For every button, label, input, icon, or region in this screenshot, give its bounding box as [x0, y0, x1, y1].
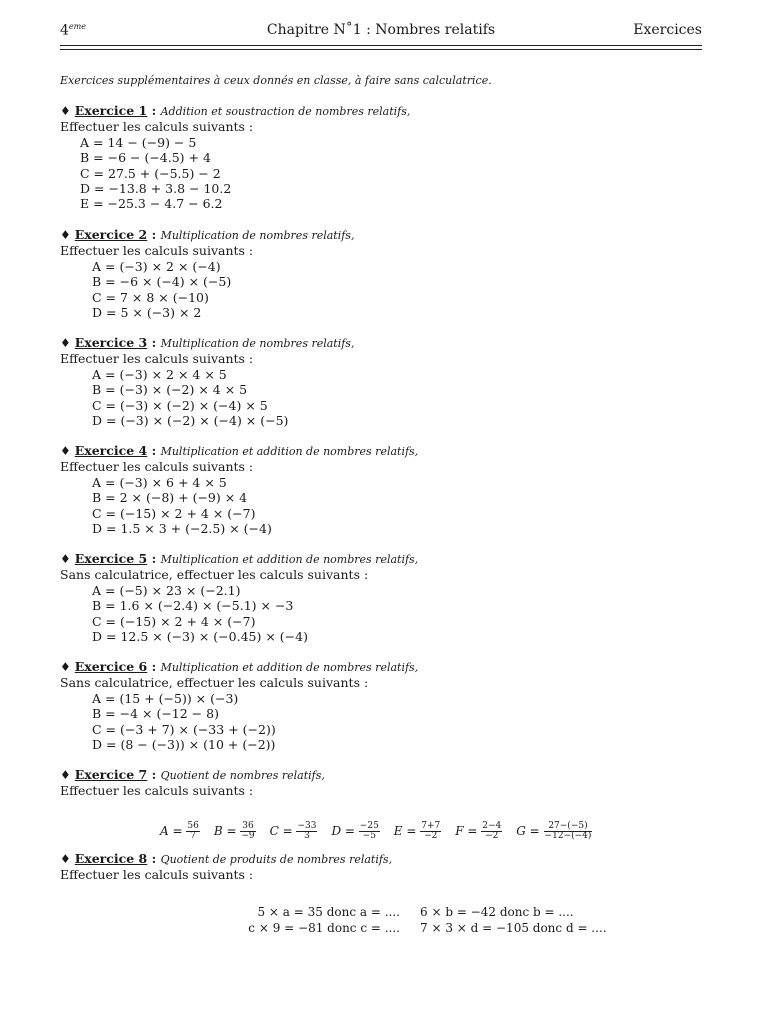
calculation: B = (−3) × (−2) × 4 × 5	[92, 382, 248, 398]
calculation: D = 5 × (−3) × 2	[92, 305, 202, 321]
calculation: A = (15 + (−5)) × (−3)	[92, 690, 239, 706]
exercise-heading: ♦ Exercice 4 : Multiplication et addition de nombres relatifs,	[60, 443, 419, 458]
header-level: 4eme	[60, 22, 86, 39]
exercise-instruction: Effectuer les calculs suivants :	[60, 243, 254, 259]
exercise-8	[60, 851, 702, 883]
exercise-instruction: Effectuer les calculs suivants :	[60, 867, 254, 883]
exercise-number: Exercice 4	[74, 443, 148, 458]
numerator: 2−4	[482, 821, 502, 831]
diamond-icon: ♦	[60, 444, 71, 458]
exercise-4	[60, 443, 702, 536]
page-header	[60, 22, 702, 42]
calculation: B = −6 − (−4.5) + 4	[80, 150, 211, 166]
exercise-description: Quotient de produits de nombres relatifs,	[160, 853, 393, 866]
exercise-heading: ♦ Exercice 8 : Quotient de produits de nombres relatifs,	[60, 851, 393, 866]
denominator: −2	[424, 831, 438, 841]
equation: 7 × 3 × d = −105 donc d = ....	[420, 921, 607, 935]
exercise-description: Multiplication de nombres relatifs,	[160, 229, 355, 242]
equation-row	[220, 920, 620, 936]
denominator: −9	[241, 831, 255, 841]
denominator: −5	[362, 831, 376, 841]
calculation: B = −6 × (−4) × (−5)	[92, 274, 232, 290]
header-rule	[60, 45, 702, 46]
exercise-1	[60, 103, 702, 212]
denominator: 7	[190, 831, 196, 841]
diamond-icon: ♦	[60, 852, 71, 866]
calculation: C = (−15) × 2 + 4 × (−7)	[92, 505, 256, 521]
exercise-number: Exercice 8	[74, 851, 148, 866]
calculation: B = 2 × (−8) + (−9) × 4	[92, 490, 248, 506]
equation: c × 9 = −81 donc c = ....	[248, 921, 400, 935]
equation: 5 × a = 35 donc a = ....	[257, 905, 400, 919]
denominator: 3	[304, 831, 310, 841]
exercise-number: Exercice 2	[74, 227, 148, 242]
denominator: −12−(−4)	[544, 831, 592, 841]
header-rule-thin	[60, 49, 702, 50]
diamond-icon: ♦	[60, 336, 71, 350]
exercise-2	[60, 227, 702, 320]
exercise-number: Exercice 6	[74, 659, 148, 674]
fraction-g: G = $\frac{27-(-5)}{-12-(-4)}$	[516, 821, 592, 841]
exercise-heading: ♦ Exercice 1 : Addition et soustraction de nombres relatifs,	[60, 103, 411, 118]
calculation: A = (−3) × 6 + 4 × 5	[92, 474, 227, 490]
numerator: 36	[242, 821, 254, 831]
exercise-number: Exercice 3	[74, 335, 148, 350]
exercise-instruction: Sans calculatrice, effectuer les calculs suivants :	[60, 567, 369, 583]
exercise-number: Exercice 5	[74, 551, 148, 566]
fraction-b: B = $\frac{36}{-9}$	[213, 821, 255, 841]
calculation: D = 12.5 × (−3) × (−0.45) × (−4)	[92, 629, 308, 645]
exercise-description: Addition et soustraction de nombres relatifs,	[160, 105, 411, 118]
exercise-heading: ♦ Exercice 5 : Multiplication et addition de nombres relatifs,	[60, 551, 419, 566]
fraction-d: D = $\frac{-25}{-5}$	[331, 821, 379, 841]
numerator: −33	[297, 821, 317, 831]
exercise-instruction: Effectuer les calculs suivants :	[60, 119, 254, 135]
diamond-icon: ♦	[60, 228, 71, 242]
exercise-instruction: Sans calculatrice, effectuer les calculs suivants :	[60, 675, 369, 691]
calculation: C = 7 × 8 × (−10)	[92, 289, 209, 305]
numerator: −25	[359, 821, 379, 831]
exercise-description: Multiplication et addition de nombres relatifs,	[160, 445, 419, 458]
diamond-icon: ♦	[60, 552, 71, 566]
calculation: C = (−3 + 7) × (−33 + (−2))	[92, 721, 276, 737]
exercise-description: Multiplication et addition de nombres relatifs,	[160, 661, 419, 674]
header-section: Exercices	[633, 22, 702, 38]
exercise-number: Exercice 1	[74, 103, 148, 118]
exercise-heading: ♦ Exercice 7 : Quotient de nombres relatifs,	[60, 767, 325, 782]
diamond-icon: ♦	[60, 660, 71, 674]
calculation: D = (−3) × (−2) × (−4) × (−5)	[92, 413, 289, 429]
exercise-instruction: Effectuer les calculs suivants :	[60, 459, 254, 475]
calculation: C = 27.5 + (−5.5) − 2	[80, 165, 221, 181]
fraction-f: F = $\frac{2-4}{-2}$	[455, 821, 502, 841]
calculation: A = (−3) × 2 × 4 × 5	[92, 366, 227, 382]
intro-text: Exercices supplémentaires à ceux donnés en classe, à faire sans calculatrice.	[60, 74, 492, 87]
equation: 6 × b = −42 donc b = ....	[420, 905, 574, 919]
exercise-instruction: Effectuer les calculs suivants :	[60, 351, 254, 367]
calculation: A = (−5) × 23 × (−2.1)	[92, 582, 241, 598]
exercise-heading: ♦ Exercice 2 : Multiplication de nombres relatifs,	[60, 227, 355, 242]
exercise-heading: ♦ Exercice 3 : Multiplication de nombres relatifs,	[60, 335, 355, 350]
numerator: 7+7	[421, 821, 441, 831]
equation-row	[220, 904, 620, 920]
calculation: D = −13.8 + 3.8 − 10.2	[80, 181, 232, 197]
calculation: A = 14 − (−9) − 5	[80, 134, 197, 150]
calculation: D = (8 − (−3)) × (10 + (−2))	[92, 737, 276, 753]
calculation: B = 1.6 × (−2.4) × (−5.1) × −3	[92, 598, 294, 614]
exercise-instruction: Effectuer les calculs suivants :	[60, 783, 254, 799]
diamond-icon: ♦	[60, 104, 71, 118]
header-chapter-title: Chapitre N˚1 : Nombres relatifs	[266, 22, 496, 38]
exercise-description: Multiplication et addition de nombres relatifs,	[160, 553, 419, 566]
exercise-3	[60, 335, 702, 428]
equation-list	[220, 904, 620, 936]
exercise-6	[60, 659, 702, 752]
exercise-description: Multiplication de nombres relatifs,	[160, 337, 355, 350]
numerator: 56	[187, 821, 199, 831]
fraction-e: E = $\frac{7+7}{-2}$	[393, 821, 441, 841]
calculation: E = −25.3 − 4.7 − 6.2	[80, 196, 223, 212]
calculation: C = (−3) × (−2) × (−4) × 5	[92, 397, 268, 413]
exercise-description: Quotient de nombres relatifs,	[160, 769, 325, 782]
diamond-icon: ♦	[60, 768, 71, 782]
calculation: A = (−3) × 2 × (−4)	[92, 258, 221, 274]
numerator: 27−(−5)	[544, 822, 593, 832]
calculation: B = −4 × (−12 − 8)	[92, 706, 219, 722]
exercise-heading: ♦ Exercice 6 : Multiplication et addition de nombres relatifs,	[60, 659, 419, 674]
exercise-5	[60, 551, 702, 644]
fraction-c: C = $\frac{-33}{3}$	[269, 821, 317, 841]
exercise-number: Exercice 7	[74, 767, 148, 782]
exercise-7	[60, 767, 702, 799]
calculation: C = (−15) × 2 + 4 × (−7)	[92, 613, 256, 629]
fraction-list	[160, 822, 660, 841]
calculation: D = 1.5 × 3 + (−2.5) × (−4)	[92, 521, 272, 537]
denominator: −2	[485, 831, 499, 841]
fraction-a: A = $\frac{56}{7}$	[160, 821, 199, 841]
